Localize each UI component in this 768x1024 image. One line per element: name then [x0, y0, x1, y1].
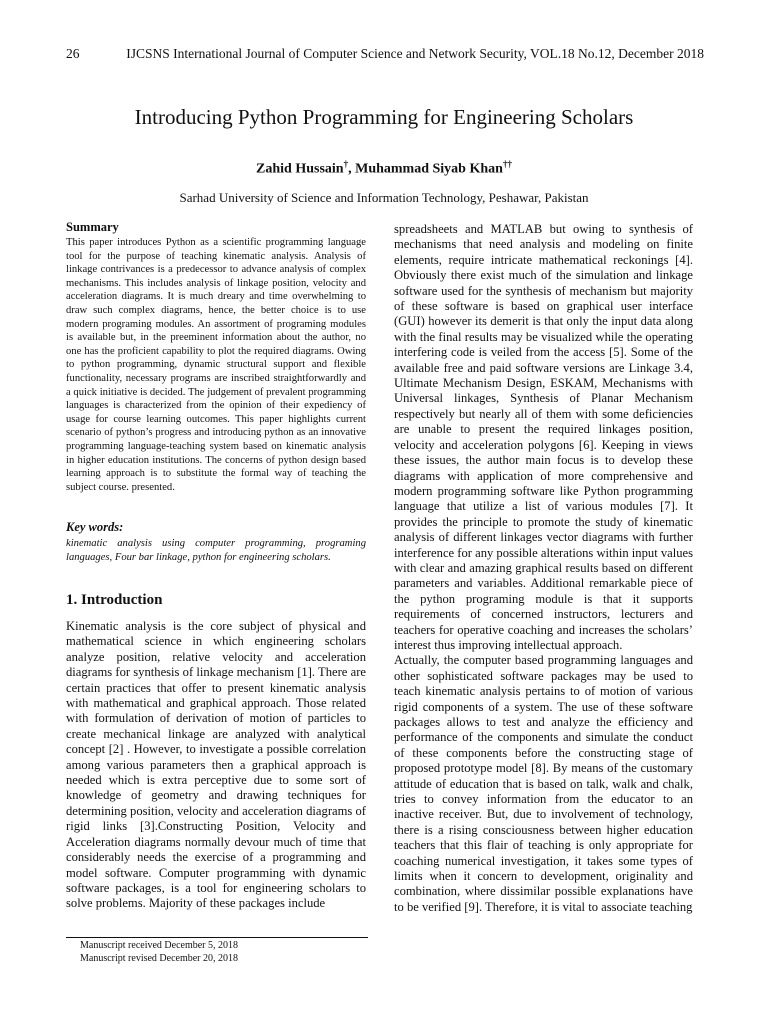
author-affiliation-mark: † — [343, 159, 349, 169]
author-line — [40, 155, 728, 179]
keywords-heading: Key words: — [66, 520, 124, 534]
author-separator: , — [348, 161, 356, 177]
journal-citation: IJCSNS International Journal of Computer Science and Network Security, VOL.18 No.12, December 2018 — [126, 46, 704, 61]
author-name: Muhammad Siyab Khan — [355, 161, 503, 177]
section-heading-introduction: 1. Introduction — [66, 592, 163, 608]
keywords-text: kinematic analysis using computer programming, programing languages, Four bar linkage, python for engineering scholars. — [66, 538, 366, 563]
introduction-body — [66, 619, 366, 912]
page-number: 26 — [66, 46, 80, 61]
footnote-divider — [66, 937, 368, 938]
author-name: Zahid Hussain — [256, 161, 344, 177]
body-paragraph: Kinematic analysis is the core subject of physical and mathematical science in which engineering scholars analyze position, relative velocity and acceleration diagrams for synthesis of linkage mechanism [1]. There are certain practices that offer to present kinematic analysis with mathematical and graphical approach. Those related with formulation of derivation of motion of particles to create mechanical linkage are analyzed with analytical concept [2] . However, to investigate a possible correlation among various parameters then a graphical approach is needed which is extra perceptive due to some sort of knowledge of geometry and drawing techniques for determining position, velocity and acceleration diagrams of rigid links [3].Constructing Position, Velocity and Acceleration diagrams normally devour much of time that considerably needs the exercise of a programming and model software. Computer programming with dynamic software packages, is a tool for engineering scholars to solve problems. Majority of these packages include — [66, 619, 366, 911]
body-paragraph: Actually, the computer based programming languages and other sophisticated software packages may be used to teach kinematic analysis pertains to of motion of various rigid components of a system. The use of these software packages allows to test and analyze the efficiency and performance of the components and simulate the conduct of these components before the constructing stage of proposed prototype model [8]. By means of the customary attitude of education that is based on talk, walk and chalk, tries to convey information from the educator to an inactive receiver. But, due to involvement of technology, there is a rising consciousness between higher education teachers that this flair of teaching is only appropriate for coaching numerical investigation, it takes some types of limits when it concern to development, originality and combination, where dissimilar possible explanations have to be verified [9]. Therefore, it is vital to associate teaching — [394, 653, 693, 914]
body-paragraph: spreadsheets and MATLAB but owing to synthesis of mechanisms that need analysis and modeling on finite elements, require intricate mathematical reckonings [4]. Obviously there exist much of the simulation and linkage software used for the synthesis of mechanism but majority of these software is based on graphical user interface (GUI) however its demerit is that only the input data along with the final results may be visualized while the operating interfering code is veiled from the access [5]. Some of the available free and paid software versions are Linkage 3.4, Ultimate Mechanism Design, ESKAM, Mechanisms with Universal linkages, Synthesis of Planar Mechanism respectively but nearly all of them with some deficiencies are unable to present the required linkages position, velocity and acceleration polygons [6]. Keeping in views these issues, the author main focus is to develop these diagrams with application of more comprehensive and modern programming software like Python programming language that utilize a list of various modules [7]. It provides the principle to promote the study of kinematic analysis of different linkages vector diagrams with further interference for any possible alterations within input values with clear and amazing graphical results based on different parameters and variables. Additional remarkable piece of the python programing module is that it supports requirements of concerned instructors, lecturers and teachers for operative coaching and increases the scholars’ interest thus improving intellectual approach. — [394, 222, 694, 652]
footnote-revised: Manuscript revised December 20, 2018 — [80, 953, 239, 964]
paper-title: Introducing Python Programming for Engineering Scholars — [134, 105, 634, 129]
author-affiliation-mark: †† — [502, 159, 512, 169]
right-column-body — [394, 222, 693, 915]
summary-text — [66, 236, 366, 494]
summary-paragraph: This paper introduces Python as a scientific programming language tool for the purpose of teaching kinematic analysis. Analysis of linkage contrivances is a predecessor to advance analysis of complex mechanisms. This includes analysis of linkage position, velocity and acceleration diagrams. It is much dreary and time overwhelming to draw such complex diagrams, hence, the better choice is to use modern programing modules. An assortment of programing modules is available but, in the preeminent information about the author, no one has the proficient capability to plot the required diagrams. Owing to python programming, dynamic structural support and flexible functionality, necessary programs are inscribed straightforwardly and a quick initiative is decided. The judgement of prevalent programming languages is characterized from the opinion of their expediency of usage for course learning outcomes. This paper highlights current scenario of python’s progress and introducing python as an innovative programming language-teaching system based on kinematic analysis in higher education institutions. The concerns of python design based learning approach is to substitute the formal way of teaching the subject course. presented. — [66, 237, 366, 493]
footnote-received: Manuscript received December 5, 2018 — [80, 940, 238, 951]
affiliation: Sarhad University of Science and Information Technology, Peshawar, Pakistan — [179, 190, 589, 205]
summary-heading: Summary — [66, 220, 119, 234]
